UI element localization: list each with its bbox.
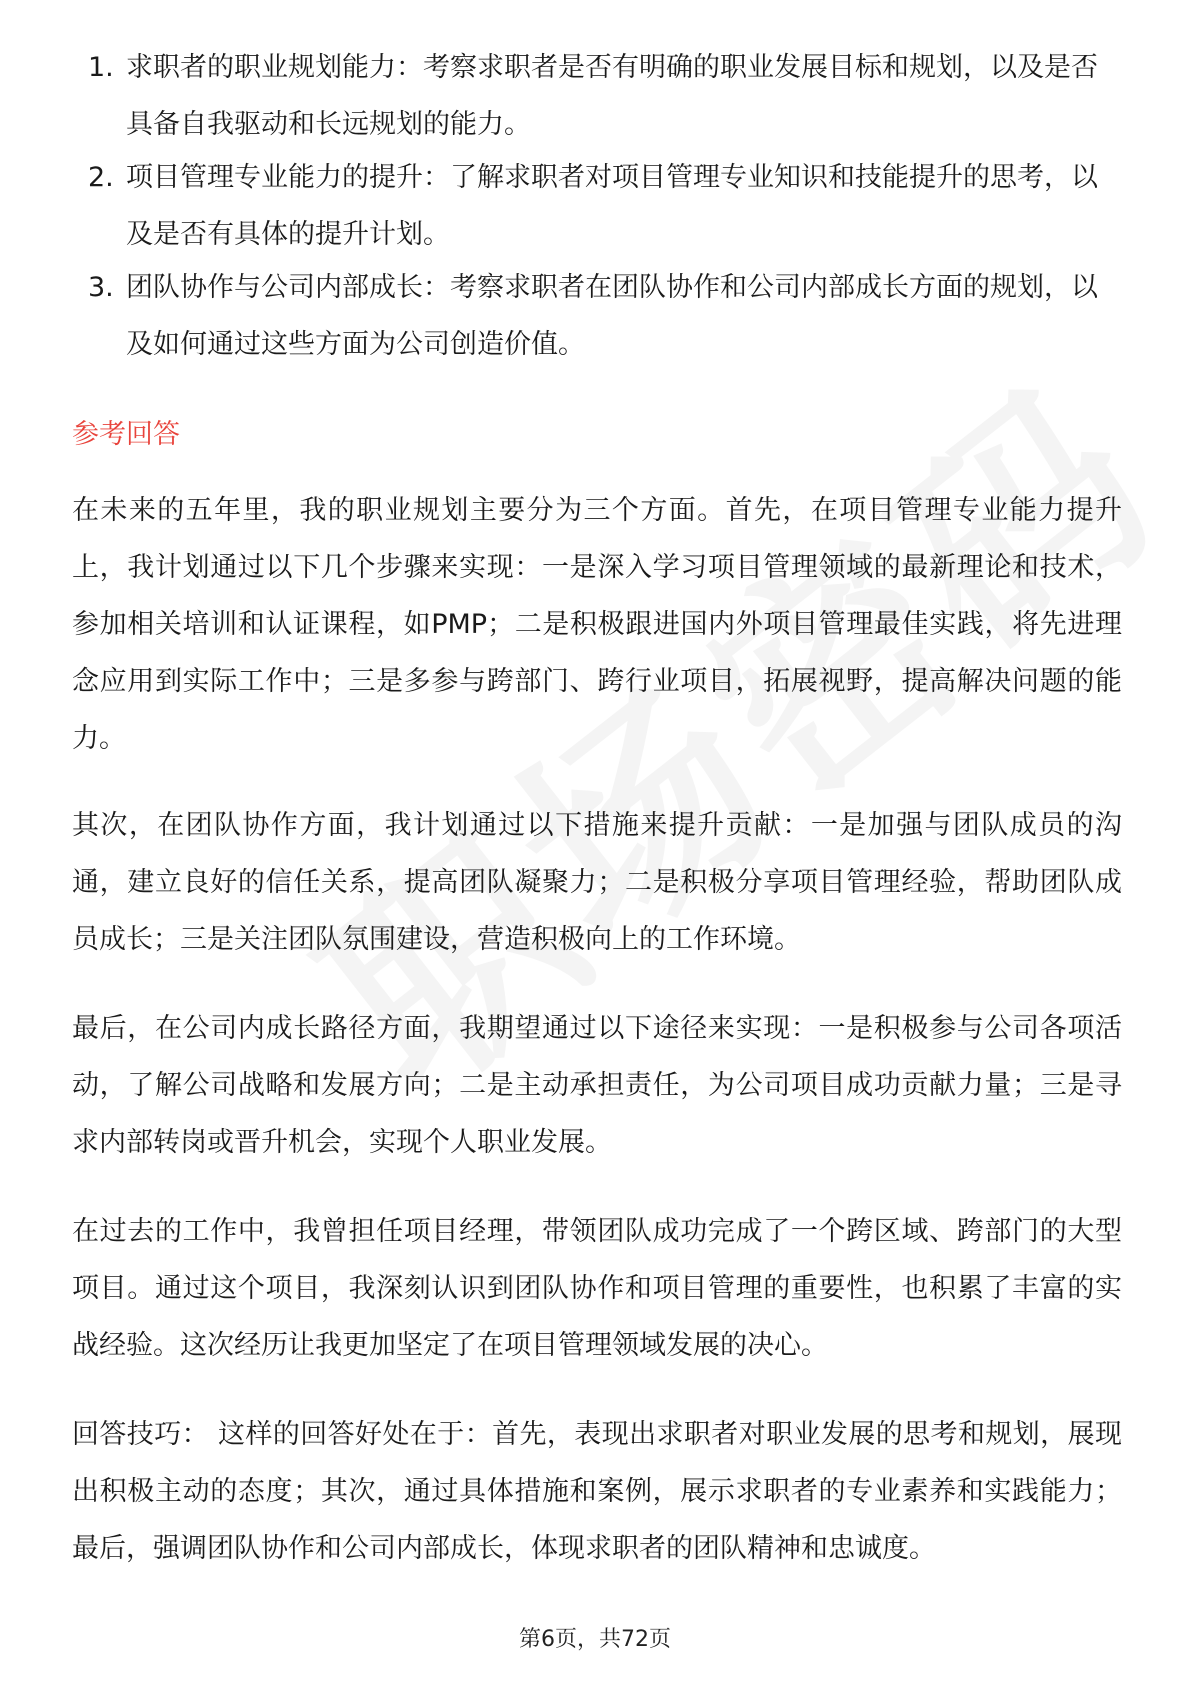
list-item	[0, 149, 1190, 263]
answer-paragraph: 在过去的工作中，我曾担任项目经理，带领团队成功完成了一个跨区域、跨部门的大型项目。通过这个项目，我深刻认识到团队协作和项目管理的重要性，也积累了丰富的实战经验。这次经历让我更加坚定了在项目管理领域发展的决心。	[72, 1216, 1122, 1361]
list-number: 2.	[88, 162, 114, 193]
answer-paragraph: 在未来的五年里，我的职业规划主要分为三个方面。首先，在项目管理专业能力提升上，我计划通过以下几个步骤来实现：一是深入学习项目管理领域的最新理论和技术，参加相关培训和认证课程，如PMP；二是积极跟进国内外项目管理最佳实践，将先进理念应用到实际工作中；三是多参与跨部门、跨行业项目，拓展视野，提高解决问题的能力。	[72, 495, 1122, 754]
list-text: 团队协作与公司内部成长：考察求职者在团队协作和公司内部成长方面的规划，以及如何通过这些方面为公司创造价值。	[126, 272, 1098, 360]
answer-paragraph: 其次，在团队协作方面，我计划通过以下措施来提升贡献：一是加强与团队成员的沟通，建立良好的信任关系，提高团队凝聚力；二是积极分享项目管理经验，帮助团队成员成长；三是关注团队氛围建设，营造积极向上的工作环境。	[72, 810, 1122, 955]
list-text: 项目管理专业能力的提升：了解求职者对项目管理专业知识和技能提升的思考，以及是否有具体的提升计划。	[126, 162, 1098, 250]
criteria-list	[0, 39, 1190, 373]
list-number: 1.	[88, 52, 114, 83]
list-text: 求职者的职业规划能力：考察求职者是否有明确的职业发展目标和规划，以及是否具备自我驱动和长远规划的能力。	[126, 52, 1098, 140]
page-number: 第6页，共72页	[519, 1627, 671, 1652]
section-title: 参考回答	[72, 419, 180, 450]
tips-paragraph: 回答技巧： 这样的回答好处在于：首先，表现出求职者对职业发展的思考和规划，展现出积极主动的态度；其次，通过具体措施和案例，展示求职者的专业素养和实践能力；最后，强调团队协作和公司内部成长，体现求职者的团队精神和忠诚度。	[72, 1419, 1122, 1564]
list-item	[0, 259, 1190, 373]
answer-paragraph: 最后，在公司内成长路径方面，我期望通过以下途径来实现：一是积极参与公司各项活动，了解公司战略和发展方向；二是主动承担责任，为公司项目成功贡献力量；三是寻求内部转岗或晋升机会，实现个人职业发展。	[72, 1013, 1122, 1158]
list-number: 3.	[88, 272, 114, 303]
list-item	[0, 39, 1190, 153]
